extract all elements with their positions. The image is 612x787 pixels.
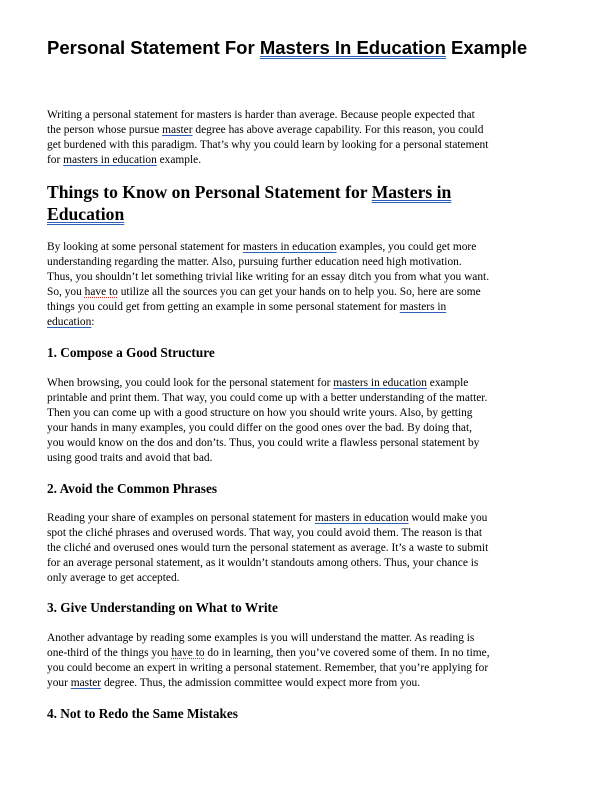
main-heading: Things to Know on Personal Statement for Masters in Education [47,182,452,224]
overview-paragraph: By looking at some personal statement for masters in education examples, you could get more understanding regarding the matter. Also, pursuing further education need high motivation. Thus, you shouldn’t let something trivial like writing for an essay ditch you from what you want. So, you have to utilize all the sources you can get your hands on to help you. So, here are some things you could get from getting an example in some personal statement for masters in education: [47,241,490,329]
grammar-flag[interactable]: have to [84,286,118,299]
heading-keyword-link-2[interactable]: Education [47,203,125,224]
heading-keyword-link[interactable]: Masters in [371,182,452,202]
section-1-paragraph: When browsing, you could look for the personal statement for masters in education example printable and print them. That way, you could come up with a better understanding of the matter. Then you can come up with a good structure on how you should write yours. Also, by getting your hands in many examples, you could differ on the good ones over the bad. By doing that, you would know on the dos and don’ts. Thus, you could write a flawless personal statement by using good traits and avoid that bad. [47,377,488,465]
section-2-paragraph: Reading your share of examples on personal statement for masters in education would make you spot the cliché phrases and overused words. That way, you could avoid them. The reason is that the cliché and overused ones would turn the personal statement as average. It’s a waste to submit for an average personal statement, as it wouldn’t standouts among others. Thus, your chance is only average to get accepted. [47,512,489,585]
section-4-heading: 4. Not to Redo the Same Mistakes [47,706,238,721]
master-link[interactable]: master [70,677,102,690]
section-2-heading: 2. Avoid the Common Phrases [47,481,218,496]
masters-in-education-link[interactable]: masters in education [242,241,337,253]
education-link[interactable]: education [47,316,92,329]
title-text: Personal Statement For [47,37,260,58]
masters-in-link[interactable]: masters in [399,301,447,314]
master-link[interactable]: master [162,124,193,137]
masters-in-education-link[interactable]: masters in education [314,512,409,524]
title-text-end: Example [445,37,528,58]
masters-in-education-link[interactable]: masters in education [333,377,427,389]
section-1-heading: 1. Compose a Good Structure [47,345,215,360]
grammar-flag[interactable]: have to [171,647,205,660]
section-3-paragraph: Another advantage by reading some examples is you will understand the matter. As reading is one-third of the things you have to do in learning, then you’ve covered some of them. In no time, you could become an expert in writing a personal statement. Remember, that you’re applying for your master degree. Thus, the admission committee would expect more from you. [47,632,490,690]
masters-in-education-link[interactable]: masters in education [63,154,157,167]
section-3-heading: 3. Give Understanding on What to Write [47,600,278,615]
intro-paragraph: Writing a personal statement for masters is harder than average. Because people expected that the person whose pursue master degree has above average capability. For this reason, you could get burdened with this paradigm. That’s why you could learn by looking for a personal statement for masters in education example. [47,109,489,167]
document-title [47,36,587,60]
title-keyword-link[interactable]: Masters In Education [259,37,446,58]
